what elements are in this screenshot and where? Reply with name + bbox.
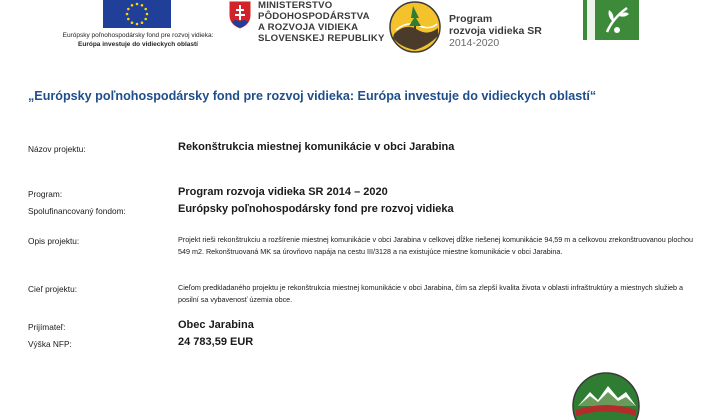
ministry-crest-icon [228, 0, 252, 30]
program-name [449, 13, 542, 49]
fund-value: Európsky poľnohospodársky fond pre rozvoj vidieka [178, 203, 454, 215]
goal-label: Cieľ projektu: [28, 284, 77, 294]
program-years: 2014-2020 [449, 37, 500, 49]
program-value: Program rozvoja vidieka SR 2014 – 2020 [178, 186, 388, 198]
eu-caption [48, 31, 228, 49]
ministry-name [258, 0, 385, 44]
description-label: Opis projektu: [28, 236, 80, 246]
eu-flag-icon [103, 0, 171, 28]
recipient-label: Prijímateľ: [28, 322, 66, 332]
fund-label: Spolufinancovaný fondom: [28, 206, 126, 216]
amount-value: 24 783,59 EUR [178, 336, 254, 348]
leader-logo-icon [583, 0, 639, 40]
page-headline: „Európsky poľnohospodársky fond pre rozvoj vidieka: Európa investuje do vidieckych oblastí“ [28, 89, 597, 103]
logo-bar [0, 0, 720, 62]
ministry-line3: A ROZVOJA VIDIEKA [258, 22, 359, 33]
ministry-line1: MINISTERSTVO [258, 0, 333, 11]
mas-logo-icon [570, 370, 642, 420]
ministry-line4: SLOVENSKEJ REPUBLIKY [258, 33, 385, 44]
description-value: Projekt rieši rekonštrukciu a rozšírenie miestnej komunikácie v obci Jarabina v celkovej dĺžke riešenej komunikácie 94,59 m a celkovou zrekonštruovanou plochou 549 m2. Rekonštruovaná MK sa úrovňovo napája na cestu III/3128 a na existujúce miestne komunikácie v obci Jarabina. [178, 235, 693, 256]
eu-caption-line2: Európa investuje do vidieckych oblastí [78, 41, 198, 48]
goal-value: Cieľom predkladaného projektu je rekonštrukcia miestnej komunikácie v obci Jarabina, čím sa zlepší kvalita života v oblasti infraštruktúry a miestnych služieb a posilní sa vybavenosť územia obce. [178, 283, 684, 304]
program-label: Program: [28, 189, 63, 199]
amount-label: Výška NFP: [28, 339, 72, 349]
recipient-value: Obec Jarabina [178, 319, 254, 331]
program-line1: Program [449, 13, 493, 25]
project-name-label: Názov projektu: [28, 144, 86, 154]
eu-caption-line1: Európsky poľnohospodársky fond pre rozvoj vidieka: [62, 32, 214, 39]
program-line2: rozvoja vidieka SR [449, 25, 542, 37]
ministry-line2: PÔDOHOSPODÁRSTVA [258, 11, 370, 22]
prv-logo-icon [388, 0, 442, 54]
project-name-value: Rekonštrukcia miestnej komunikácie v obci Jarabina [178, 141, 455, 153]
